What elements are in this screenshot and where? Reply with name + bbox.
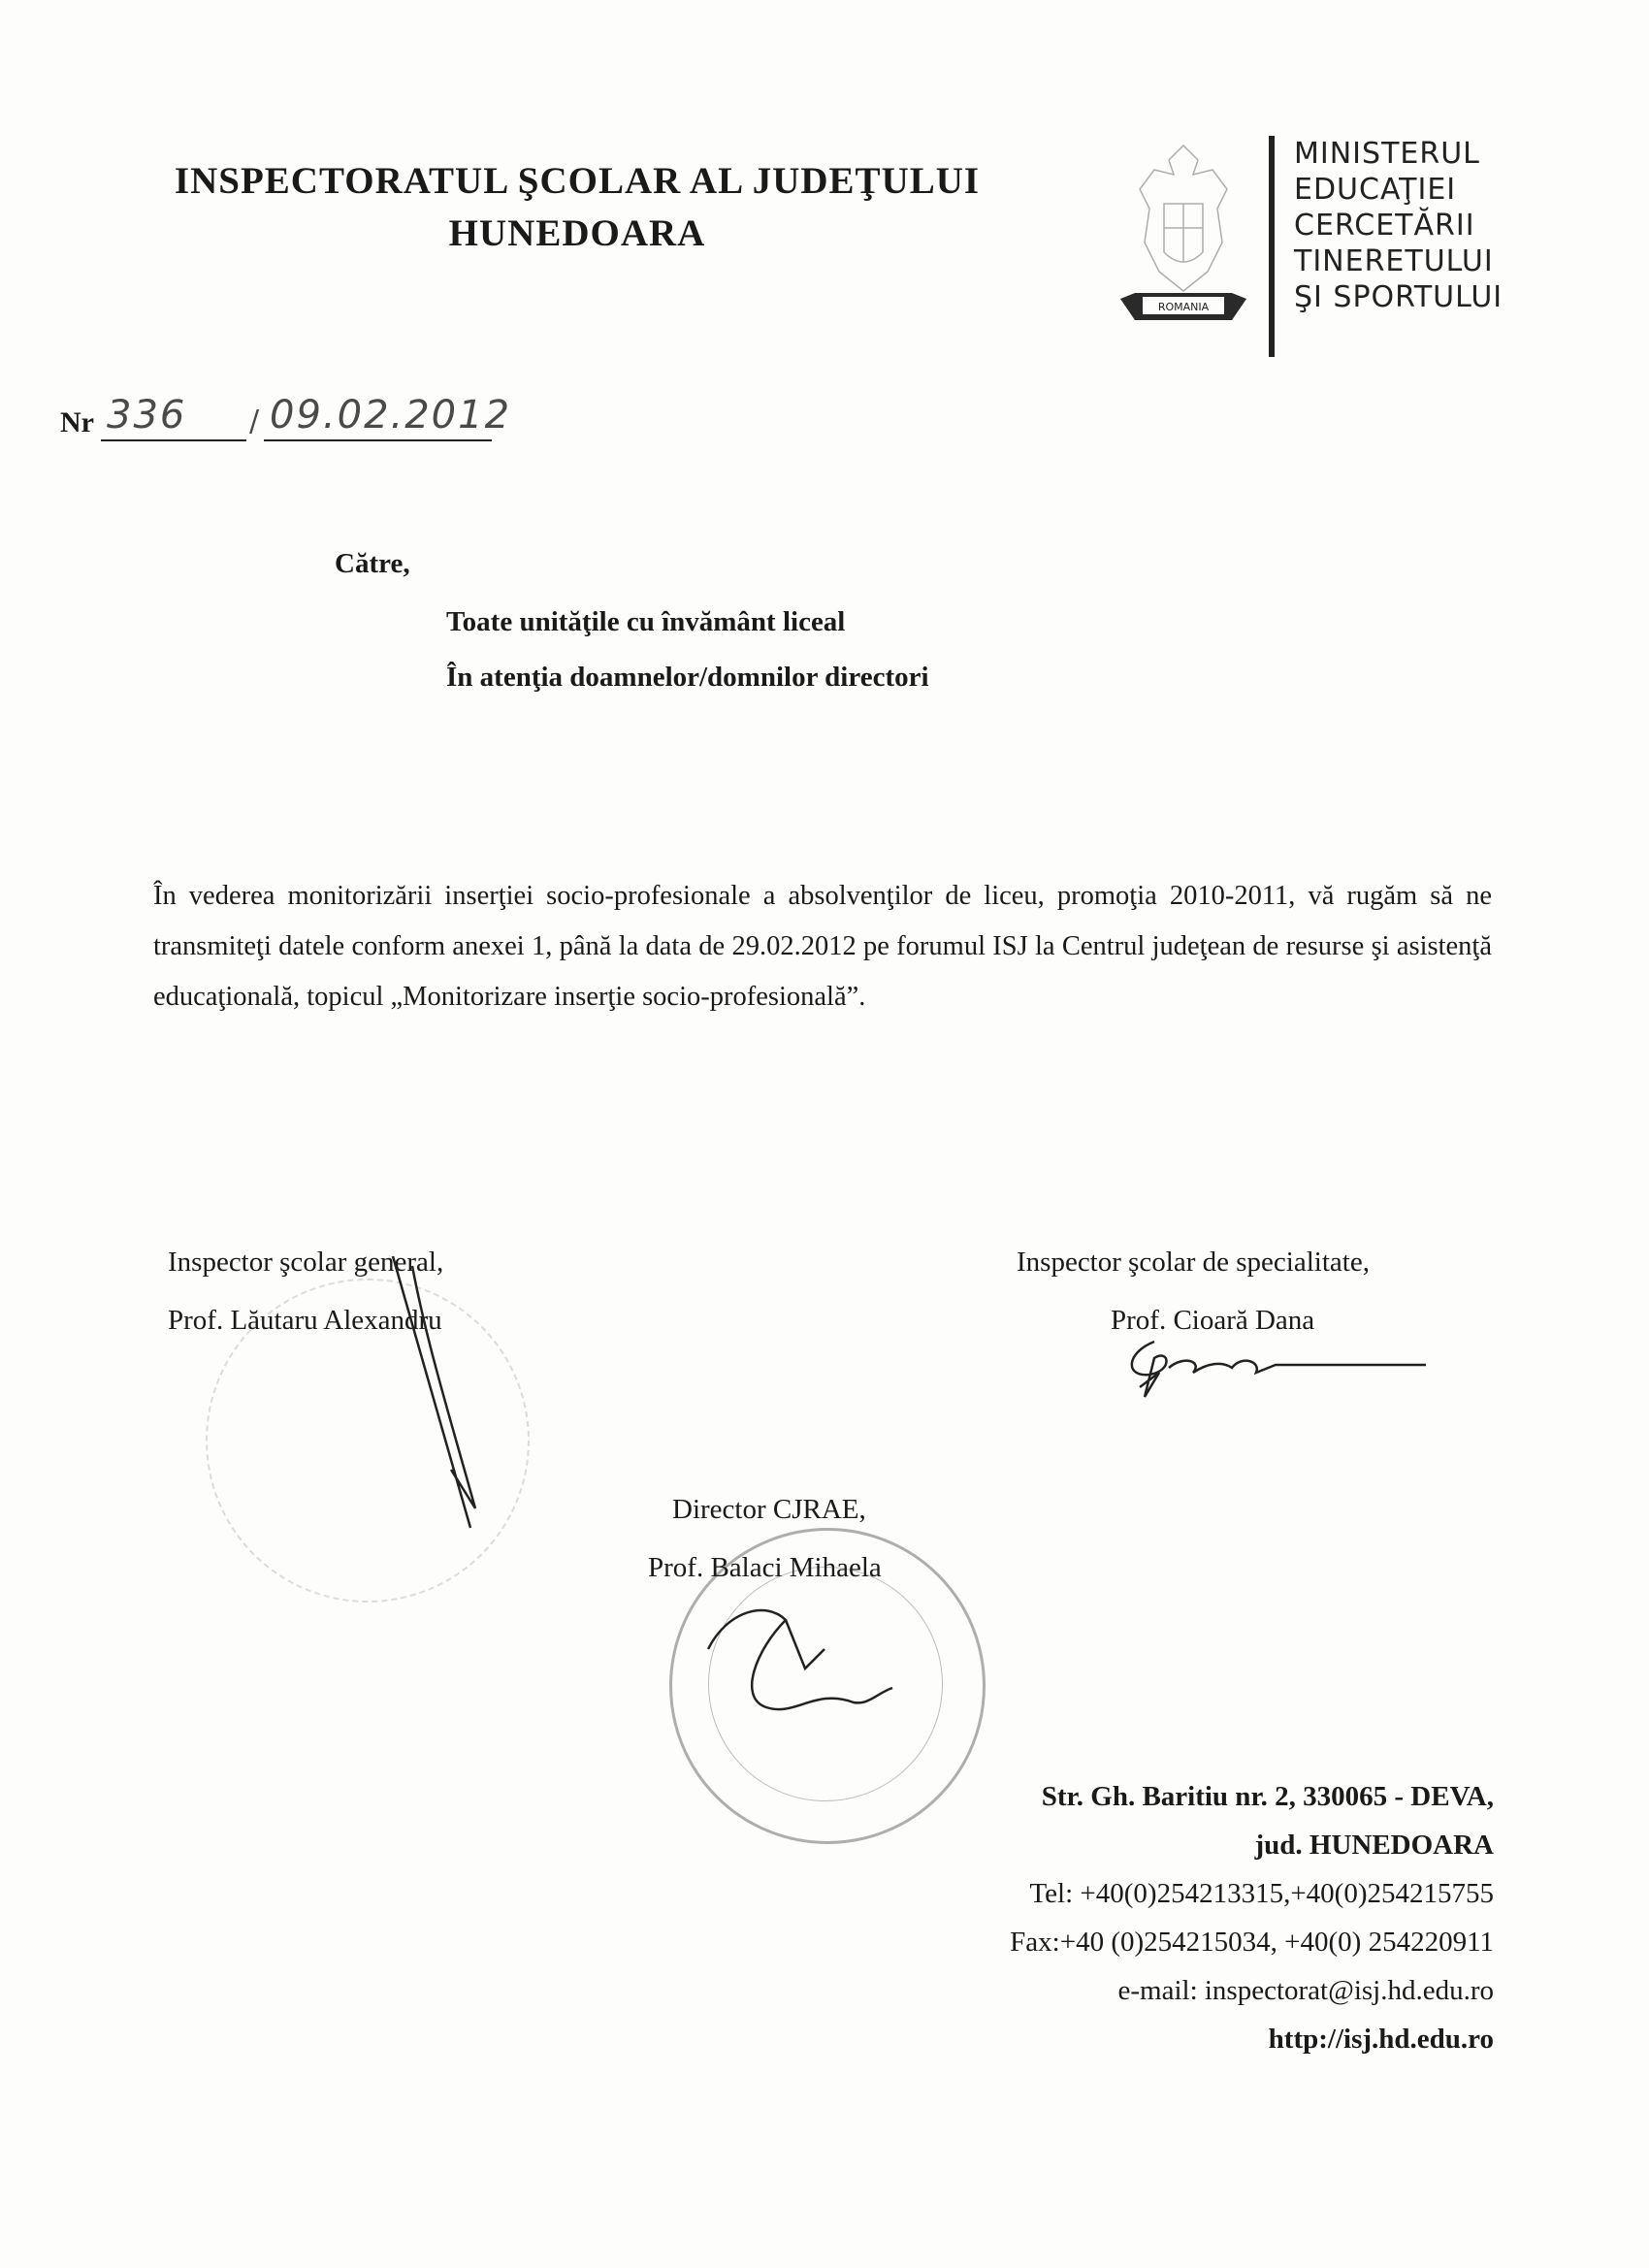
ministry-line: MINISTERUL: [1294, 137, 1480, 171]
left-signature-icon: [383, 1247, 490, 1538]
registration-label: Nr: [60, 406, 94, 438]
registration-row: [60, 383, 512, 451]
emblem-banner-text: ROMANIA: [1157, 301, 1210, 313]
footer-fax: Fax:+40 (0)254215034, +40(0) 254220911: [1010, 1927, 1494, 1958]
footer-email[interactable]: e-mail: inspectorat@isj.hd.edu.ro: [1117, 1975, 1494, 2006]
left-signatory-name: Prof. Lăutaru Alexandru: [168, 1305, 442, 1336]
registration-date-field: [264, 383, 512, 441]
ministry-divider: [1269, 136, 1275, 357]
registration-number: 336: [107, 393, 187, 437]
ministry-line: TINERETULUI: [1294, 244, 1494, 278]
footer-street: Str. Gh. Baritiu nr. 2, 330065 - DEVA,: [1041, 1781, 1494, 1812]
institution-title-line2: HUNEDOARA: [448, 212, 706, 254]
salutation: Către,: [335, 548, 410, 579]
center-signatory-name: Prof. Balaci Mihaela: [648, 1552, 882, 1583]
footer-county: jud. HUNEDOARA: [1254, 1830, 1494, 1861]
registration-date: 09.02.2012: [270, 393, 512, 437]
attention-line: În atenţia doamnelor/domnilor directori: [446, 662, 929, 693]
registration-number-field: [101, 383, 246, 441]
footer-phone: Tel: +40(0)254213315,+40(0)254215755: [1029, 1878, 1494, 1909]
left-signatory-title: Inspector şcolar general,: [168, 1247, 444, 1278]
ministry-line: EDUCAŢIEI: [1294, 173, 1457, 207]
ministry-block: [1294, 136, 1624, 315]
body-paragraph: În vederea monitorizării inserţiei socio-profesionale a absolvenţilor de liceu, promoţia 2010-2011, vă rugăm să ne transmiteţi datele conform anexei 1, până la data de 29.02.2012 pe forumul ISJ la Centrul judeţean de resurse şi asistenţă educaţională, topicul „Monitorizare inserţie socio-profesională”.: [153, 881, 1492, 1012]
coat-of-arms-icon: [1116, 136, 1251, 344]
footer-website-link[interactable]: http://isj.hd.edu.ro: [1268, 2024, 1494, 2055]
institution-title-line1: INSPECTORATUL ŞCOLAR AL JUDEŢULUI: [174, 160, 981, 202]
center-signature-icon: [698, 1591, 902, 1727]
center-signatory-title: Director CJRAE,: [672, 1494, 866, 1525]
right-signatory-title: Inspector şcolar de specialitate,: [1017, 1247, 1370, 1278]
right-signatory-name: Prof. Cioară Dana: [1111, 1305, 1315, 1336]
ministry-line: CERCETĂRII: [1294, 209, 1475, 243]
right-signature-icon: [1116, 1334, 1426, 1402]
institution-title: [97, 155, 1057, 260]
ministry-line: ŞI SPORTULUI: [1294, 280, 1504, 314]
registration-separator: /: [249, 405, 260, 438]
recipient-line: Toate unităţile cu învământ liceal: [446, 606, 846, 637]
